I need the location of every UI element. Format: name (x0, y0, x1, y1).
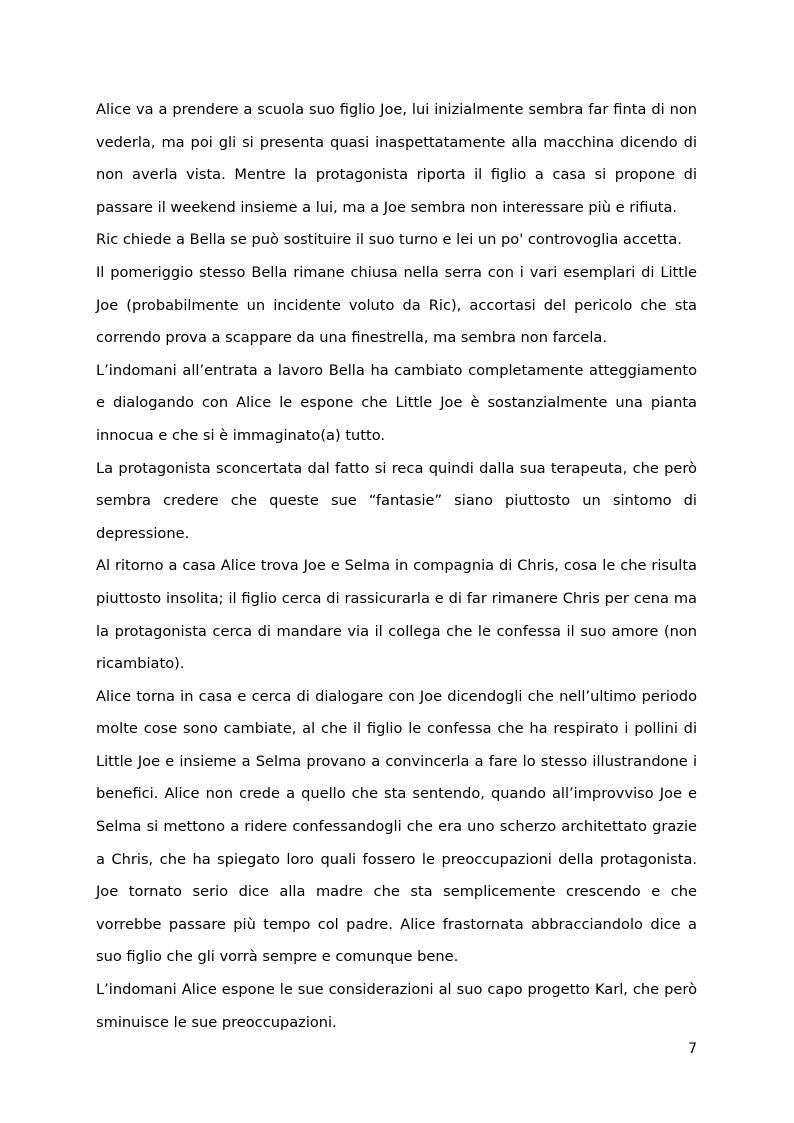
paragraph-1: Alice va a prendere a scuola suo figlio Joe, lui inizialmente sembra far finta di non vederla, ma poi gli si presenta quasi inaspettatamente alla macchina dicendo di non averla vista. Mentre la protagonista riporta il figlio a casa si propone di passare il weekend insieme a lui, ma a Joe sembra non interessare più e rifiuta. (96, 101, 697, 216)
paragraph-3: Il pomeriggio stesso Bella rimane chiusa nella serra con i vari esemplari di Little Joe (probabilmente un incidente voluto da Ric), accortasi del pericolo che sta correndo prova a scappare da una finestrella, ma sembra non farcela. (96, 263, 697, 347)
page-number: 7 (688, 1041, 697, 1057)
paragraph-8: L’indomani Alice espone le sue considerazioni al suo capo progetto Karl, che però sminuisce le sue preoccupazioni. (96, 981, 697, 1031)
paragraph-7: Alice torna in casa e cerca di dialogare con Joe dicendogli che nell’ultimo periodo molte cose sono cambiate, al che il figlio le confessa che ha respirato i pollini di Little Joe e insieme a Selma provano a convincerla a fare lo stesso illustrandone i benefici. Alice non crede a quello che sta sentendo, quando all’improvviso Joe e Selma si mettono a ridere confessandogli che era uno scherzo architettato grazie a Chris, che ha spiegato loro quali fossero le preoccupazioni della protagonista. Joe tornato serio dice alla madre che sta semplicemente crescendo e che vorrebbe passare più tempo col padre. Alice frastornata abbracciandolo dice a suo figlio che gli vorrà sempre e comunque bene. (96, 687, 697, 966)
document-body (96, 94, 697, 1039)
paragraph-6: Al ritorno a casa Alice trova Joe e Selma in compagnia di Chris, cosa le che risulta piuttosto insolita; il figlio cerca di rassicurarla e di far rimanere Chris per cena ma la protagonista cerca di mandare via il collega che le confessa il suo amore (non ricambiato). (96, 557, 697, 673)
paragraph-5: La protagonista sconcertata dal fatto si reca quindi dalla sua terapeuta, che però sembra credere che queste sue “fantasie” siano piuttosto un sintomo di depressione. (96, 459, 697, 542)
paragraph-4: L’indomani all’entrata a lavoro Bella ha cambiato completamente atteggiamento e dialogando con Alice le espone che Little Joe è sostanzialmente una pianta innocua e che si è immaginato(a) tutto. (96, 361, 697, 444)
paragraph-2: Ric chiede a Bella se può sostituire il suo turno e lei un po' controvoglia accetta. (96, 231, 682, 249)
